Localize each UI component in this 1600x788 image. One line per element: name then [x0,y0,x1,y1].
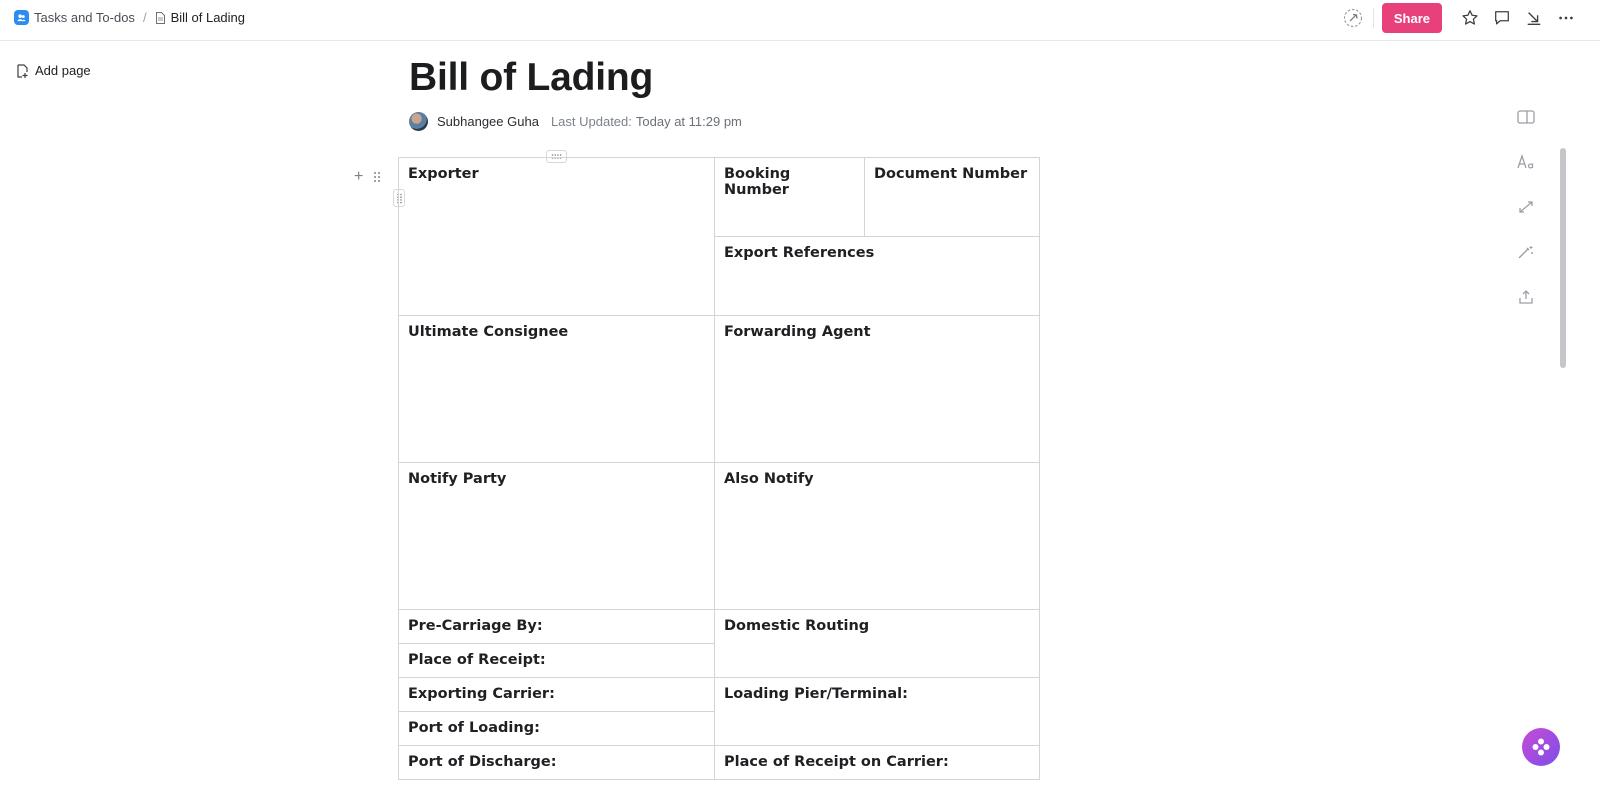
cell-also-notify[interactable]: Also Notify [715,463,1040,610]
add-page-label: Add page [35,63,91,78]
breadcrumb-separator: / [142,10,147,25]
breadcrumb-doc[interactable] [155,10,245,25]
ai-wand-icon[interactable] [1514,229,1538,274]
cell-domestic-routing[interactable]: Domestic Routing [715,610,1040,678]
block-handles [354,168,381,186]
breadcrumb-space[interactable]: Tasks and To-dos [34,10,135,25]
export-icon[interactable] [1514,274,1538,319]
bill-of-lading-table [398,157,1040,780]
last-updated-label: Last Updated: [550,114,632,129]
cell-exporting-carrier[interactable]: Exporting Carrier: [399,678,715,712]
breadcrumb [14,0,245,35]
comment-icon[interactable] [1486,2,1518,34]
scrolled-content-remnant [405,34,835,42]
ai-sparkle-icon[interactable] [1337,2,1369,34]
author-name[interactable]: Subhangee Guha [437,114,539,129]
share-button[interactable]: Share [1382,3,1442,33]
top-actions [1337,2,1582,34]
cell-ultimate-consignee[interactable]: Ultimate Consignee [399,316,715,463]
cell-exporter[interactable]: Exporter [399,158,715,316]
collapse-arrow-icon[interactable] [1518,2,1550,34]
relationships-icon[interactable] [1514,184,1538,229]
cell-place-of-receipt[interactable]: Place of Receipt: [399,644,715,678]
divider [1373,8,1374,28]
right-rail [1514,94,1538,319]
split-view-icon[interactable] [1514,94,1538,139]
ai-assistant-icon [1531,737,1551,757]
typography-icon[interactable] [1514,139,1538,184]
more-icon[interactable] [1550,2,1582,34]
drag-handle-icon[interactable] [373,171,381,183]
space-icon [14,10,29,25]
add-page-icon [16,64,29,78]
add-block-icon[interactable]: + [354,168,364,185]
last-updated-value: Today at 11:29 pm [635,114,742,129]
avatar[interactable] [409,112,428,131]
cell-pre-carriage-by[interactable]: Pre-Carriage By: [399,610,715,644]
doc-meta [409,112,742,131]
cell-document-number[interactable]: Document Number [865,158,1040,237]
ai-assistant-button[interactable] [1522,728,1560,766]
cell-place-of-receipt-on-carrier[interactable]: Place of Receipt on Carrier: [715,746,1040,780]
scrollbar[interactable] [1560,148,1566,368]
cell-export-references[interactable]: Export References [715,237,1040,316]
cell-forwarding-agent[interactable]: Forwarding Agent [715,316,1040,463]
add-page-button[interactable] [16,63,91,78]
page-title[interactable]: Bill of Lading [409,56,654,99]
breadcrumb-doc-label: Bill of Lading [170,10,246,25]
cell-booking-number[interactable]: Booking Number [715,158,865,237]
cell-port-of-loading[interactable]: Port of Loading: [399,712,715,746]
document-icon [155,12,166,24]
star-icon[interactable] [1454,2,1486,34]
cell-port-of-discharge[interactable]: Port of Discharge: [399,746,715,780]
cell-loading-pier-terminal[interactable]: Loading Pier/Terminal: [715,678,1040,746]
cell-notify-party[interactable]: Notify Party [399,463,715,610]
